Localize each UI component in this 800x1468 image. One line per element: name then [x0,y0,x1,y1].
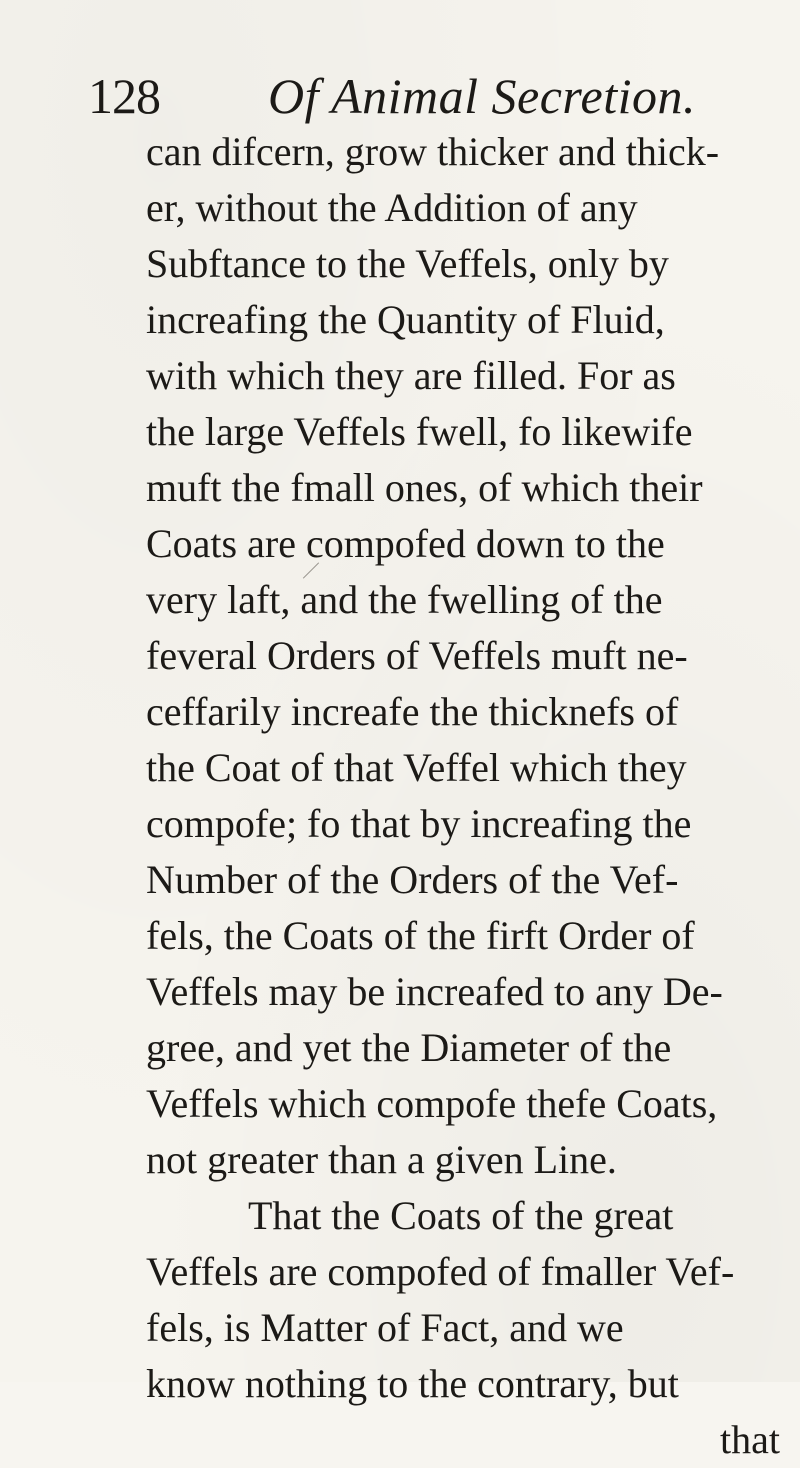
text-line: fels, is Matter of Fact, and we [146,1305,624,1350]
body-text [146,124,786,1468]
text-line: the Coat of that Veffel which they [146,745,687,790]
text-line: with which they are filled. For as [146,353,676,398]
text-line: gree, and yet the Diameter of the [146,1025,672,1070]
paragraph-start-line: That the Coats of the great [248,1193,674,1238]
text-line: Veffels may be increafed to any De- [146,969,723,1014]
text-line: fels, the Coats of the firft Order of [146,913,695,958]
text-line: Veffels which compofe thefe Coats, [146,1081,718,1126]
text-line: Veffels are compofed of fmaller Vef- [146,1249,735,1294]
catchword: that [720,1417,780,1462]
text-line: er, without the Addition of any [146,185,638,230]
text-line: know nothing to the contrary, but [146,1361,679,1406]
text-line: can difcern, grow thicker and thick- [146,129,720,174]
text-line: the large Veffels fwell, fo likewife [146,409,693,454]
text-line: muft the fmall ones, of which their [146,465,703,510]
text-line: not greater than a given Line. [146,1137,617,1182]
text-line: feveral Orders of Veffels muft ne- [146,633,688,678]
page-number: 128 [88,68,160,124]
text-line: increafing the Quantity of Fluid, [146,297,665,342]
text-line: ceffarily increafe the thicknefs of [146,689,679,734]
running-head: Of Animal Secretion. [268,68,696,124]
text-line: Number of the Orders of the Vef- [146,857,679,902]
text-line: very laft, and the fwelling of the [146,577,663,622]
text-line: Coats are compofed down to the [146,521,665,566]
text-line: Subftance to the Veffels, only by [146,241,669,286]
text-line: compofe; fo that by increafing the [146,801,692,846]
page-header [88,64,748,128]
